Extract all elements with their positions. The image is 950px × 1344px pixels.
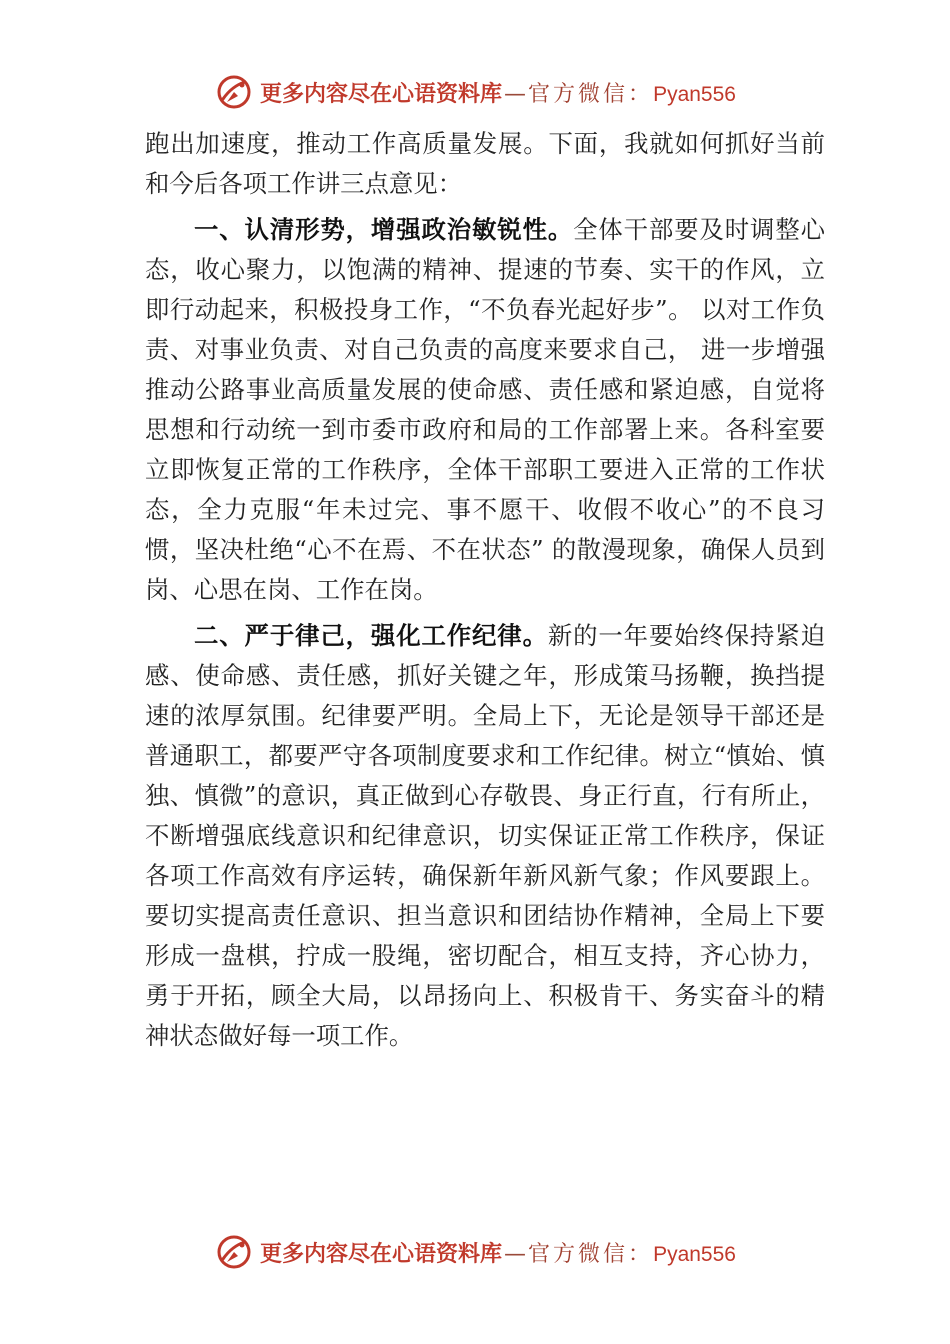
section-heading: 一、认清形势，增强政治敏锐性。 bbox=[194, 215, 574, 244]
paragraph-text: 全体干部要及时调整心态，收心聚力，以饱满的精神、提速的节奏、实干的作风，立即行动起来，积极投身工作，“不负春光起好步”。 以对工作负责、对事业负责、对自己负责的高度来要求自己， 进一步增强推动公路事业高质量发展的使命感、责任感和紧迫感，自觉将思想和行动统一到市委市政府和局的工作部署上来。各科室要立即恢复正常的工作秩序，全体干部职工要进入正常的工作状态，全力克服“年未过完、事不愿干、收假不收心”的不良习惯，坚决杜绝“心不在焉、不在状态” 的散漫现象，确保人员到岗、心思在岗、工作在岗。 bbox=[145, 215, 825, 604]
header-banner bbox=[0, 70, 950, 114]
banner-wechat-id: Pyan556 bbox=[653, 1242, 736, 1266]
paragraph-intro bbox=[145, 124, 825, 204]
banner-wechat-label: 官方微信： bbox=[528, 1241, 654, 1267]
logo-icon bbox=[214, 72, 254, 112]
banner-main-text: 更多内容尽在心语资料库 bbox=[260, 80, 503, 107]
banner-text bbox=[260, 77, 736, 108]
banner-wechat-label: 官方微信： bbox=[528, 81, 654, 107]
paragraph-text: 新的一年要始终保持紧迫感、使命感、责任感，抓好关键之年，形成策马扬鞭，换挡提速的浓厚氛围。纪律要严明。全局上下，无论是领导干部还是普通职工，都要严守各项制度要求和工作纪律。树立“慎始、慎独、慎微”的意识，真正做到心存敬畏、身正行直，行有所止，不断增强底线意识和纪律意识，切实保证正常工作秩序，保证各项工作高效有序运转，确保新年新风新气象；作风要跟上。要切实提高责任意识、担当意识和团结协作精神，全局上下要形成一盘棋，拧成一股绳，密切配合，相互支持，齐心协力，勇于开拓，顾全大局，以昂扬向上、积极肯干、务实奋斗的精神状态做好每一项工作。 bbox=[145, 621, 825, 1050]
banner-text bbox=[260, 1237, 736, 1268]
paragraph-section-2 bbox=[145, 616, 825, 1056]
document-body bbox=[145, 124, 825, 1056]
paragraph-section-1 bbox=[145, 210, 825, 610]
banner-wechat-id: Pyan556 bbox=[653, 82, 736, 106]
logo-icon bbox=[214, 1232, 254, 1272]
banner-separator: — bbox=[504, 1241, 527, 1267]
footer-banner bbox=[0, 1230, 950, 1274]
paragraph-text: 跑出加速度，推动工作高质量发展。下面，我就如何抓好当前和今后各项工作讲三点意见： bbox=[145, 129, 825, 198]
banner-main-text: 更多内容尽在心语资料库 bbox=[260, 1240, 503, 1267]
banner-separator: — bbox=[504, 81, 527, 107]
section-heading: 二、严于律己，强化工作纪律。 bbox=[194, 621, 548, 650]
